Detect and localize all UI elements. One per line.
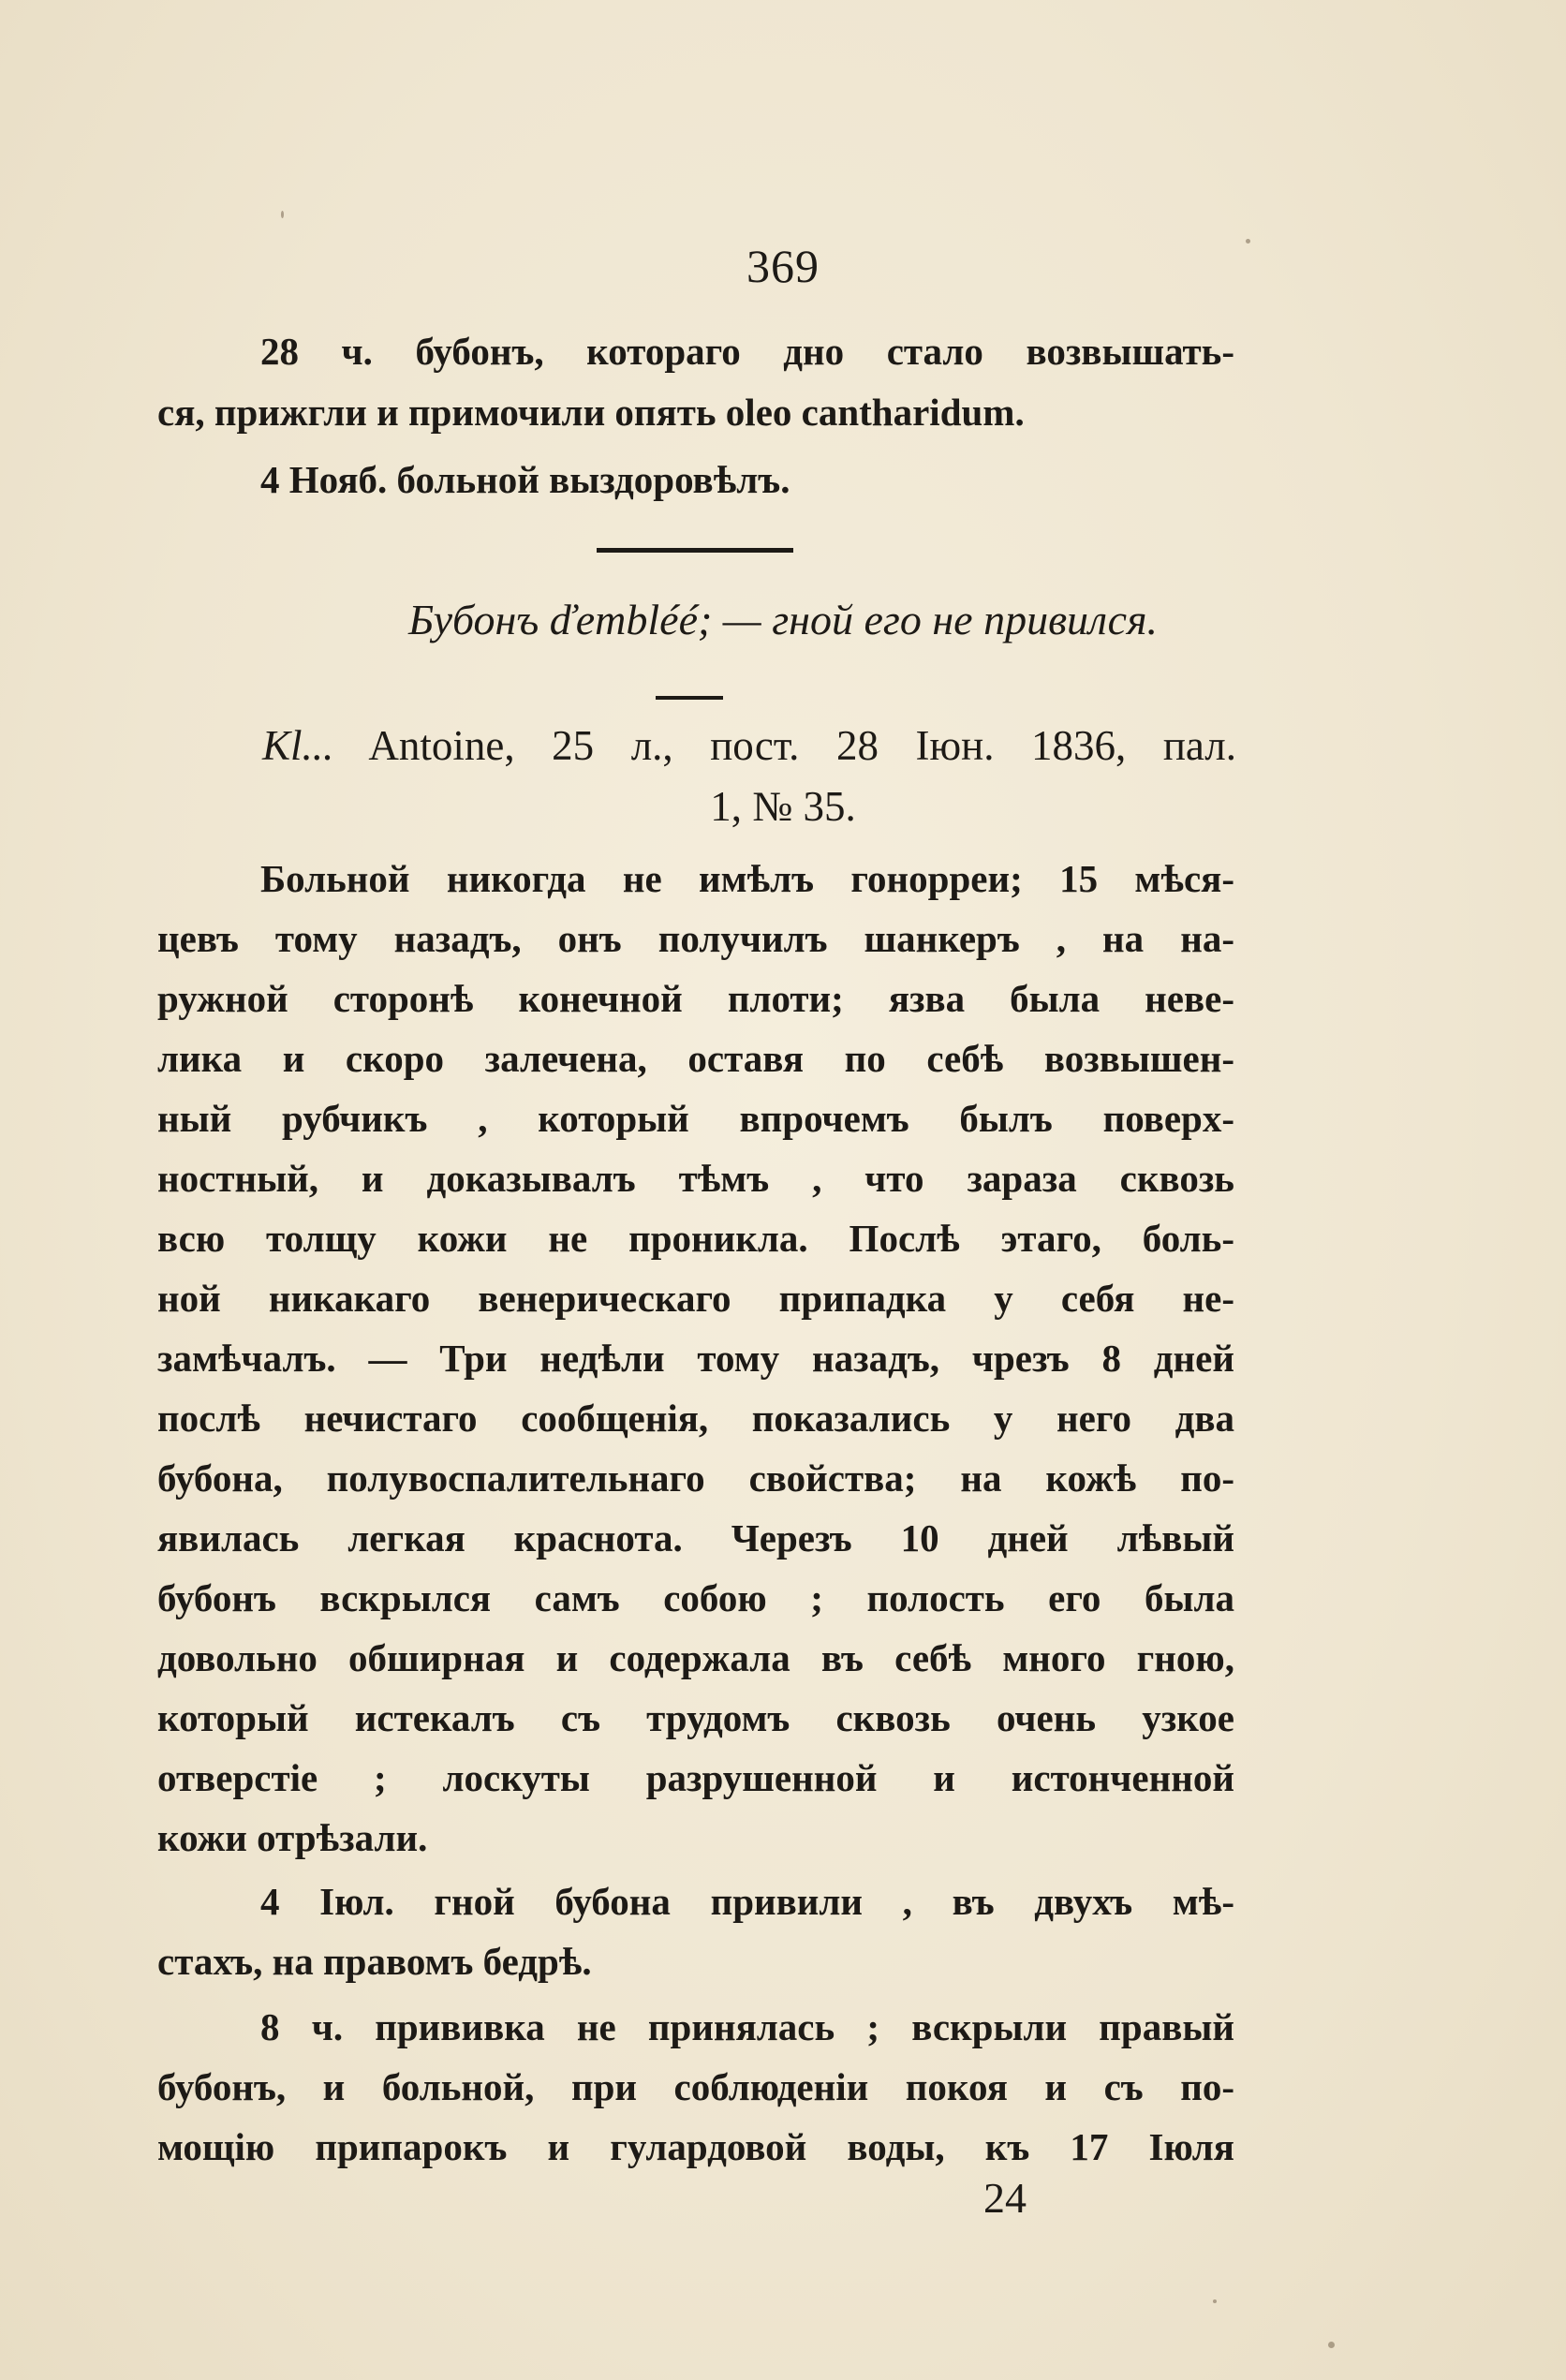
text-line: который истекалъ съ трудомъ сквозь очень узкое: [157, 1696, 1234, 1739]
text-line: ный рубчикъ , который впрочемъ былъ поверх-: [157, 1097, 1234, 1140]
text-line: бубонъ, и больной, при соблюденіи покоя и съ по-: [157, 2065, 1234, 2108]
text-line: 8 ч. прививка не принялась ; вскрыли правый: [260, 2005, 1234, 2048]
case-ward-number: 1, № 35.: [710, 783, 856, 830]
text-line: лика и скоро залечена, оставя по себѣ возвышен-: [157, 1037, 1234, 1080]
text-line: ружной сторонѣ конечной плоти; язва была неве-: [157, 977, 1234, 1020]
section-title: Бубонъ ďembléé; — гной его не привился.: [408, 596, 1158, 643]
signature-mark: 24: [983, 2174, 1027, 2222]
patient-name: Kl...: [262, 722, 334, 769]
text-line: мощію припарокъ и гулардовой воды, къ 17 Іюля: [157, 2125, 1234, 2168]
text-line: бубонъ вскрылся самъ собою ; полость его была: [157, 1576, 1234, 1619]
text-line: бубона, полувоспалительнаго свойства; на кожѣ по-: [157, 1456, 1234, 1500]
scan-speck: [1328, 2342, 1335, 2348]
scan-speck: [281, 211, 284, 218]
section-divider: [597, 548, 793, 553]
scan-speck: [1213, 2299, 1217, 2303]
entry-line: 4 Нояб. больной выздоровѣлъ.: [260, 458, 790, 501]
text-line: цевъ тому назадъ, онъ получилъ шанкеръ , на на-: [157, 917, 1234, 960]
text-line: замѣчалъ. — Три недѣли тому назадъ, чрезъ 8 дней: [157, 1337, 1234, 1380]
entry-line: 28 ч. бубонъ, котораго дно стало возвышать-: [260, 330, 1234, 373]
text-line: ностный, и доказывалъ тѣмъ , что зараза сквозь: [157, 1157, 1234, 1200]
text-line: явилась легкая краснота. Черезъ 10 дней лѣвый: [157, 1516, 1234, 1560]
short-divider: [656, 696, 723, 700]
text-line: отверстіе ; лоскуты разрушенной и истонченной: [157, 1756, 1234, 1799]
text-line: 4 Іюл. гной бубона привили , въ двухъ мѣ-: [260, 1880, 1234, 1923]
entry-line: ся, прижгли и примочили опять oleo cantharidum.: [157, 391, 1025, 434]
text-line: кожи отрѣзали.: [157, 1816, 428, 1859]
scan-speck: [1246, 239, 1250, 244]
patient-details: Antoine, 25 л., пост. 28 Іюн. 1836, пал.: [368, 722, 1236, 769]
text-line: Больной никогда не имѣлъ гонорреи; 15 мѣся-: [260, 857, 1234, 900]
text-line: стахъ, на правомъ бедрѣ.: [157, 1940, 592, 1983]
case-header-line: [262, 721, 1236, 770]
text-line: всю толщу кожи не проникла. Послѣ этаго, боль-: [157, 1217, 1234, 1260]
page-number: 369: [746, 240, 820, 292]
text-line: довольно обширная и содержала въ себѣ много гною,: [157, 1636, 1234, 1679]
text-line: послѣ нечистаго сообщенія, показались у него два: [157, 1397, 1234, 1440]
text-line: ной никакаго венерическаго припадка у себя не-: [157, 1277, 1234, 1320]
